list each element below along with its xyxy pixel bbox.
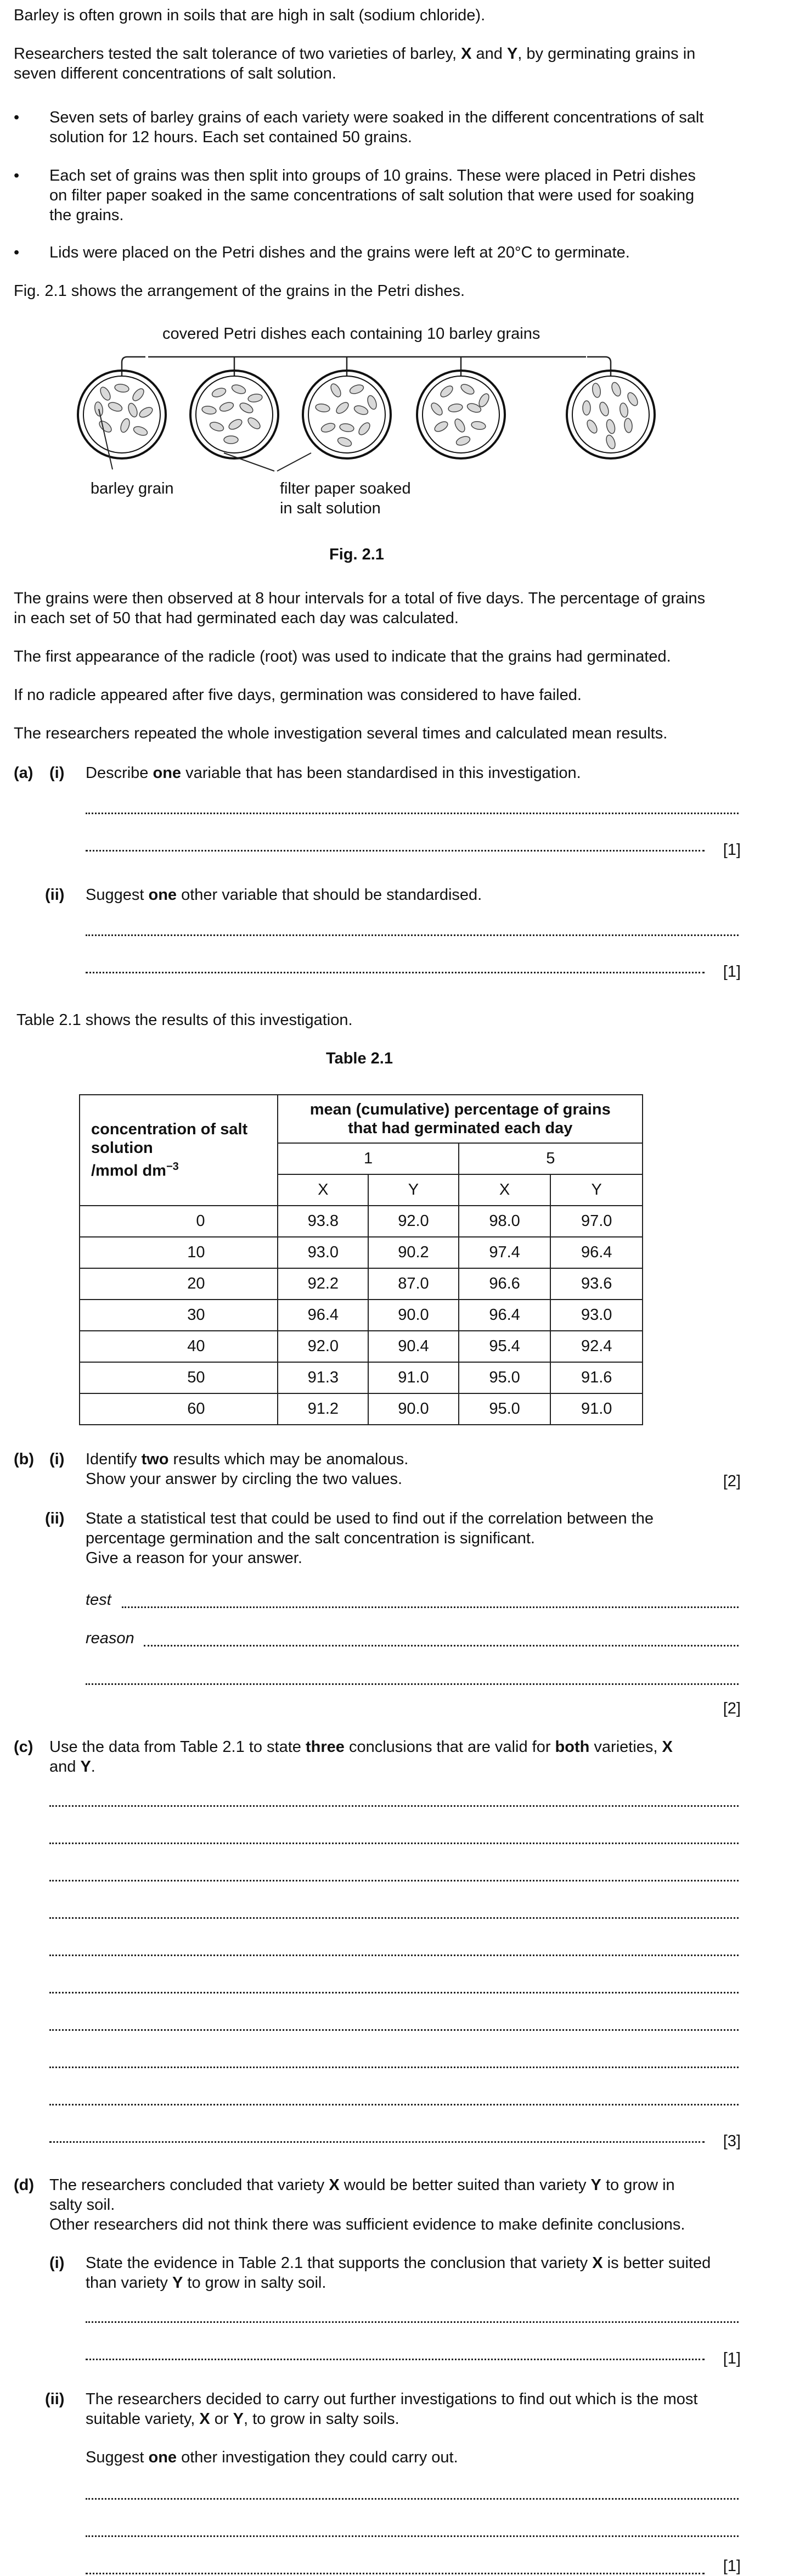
answer-line-a-i-2[interactable]	[86, 849, 705, 852]
table-cell-concentration: 40	[80, 1331, 278, 1362]
intro-paragraph-1: Barley is often grown in soils that are high in salt (sodium chloride).	[14, 7, 486, 24]
table-cell-value[interactable]: 98.0	[459, 1206, 551, 1237]
label-barley-grain: barley grain	[91, 480, 174, 497]
table-cell-value[interactable]: 90.0	[368, 1300, 459, 1331]
table-cell-value[interactable]: 90.0	[368, 1393, 459, 1425]
table-header-germination: mean (cumulative) percentage of grains that had germinated each day	[278, 1095, 643, 1143]
question-d-i-line-1: State the evidence in Table 2.1 that supports the conclusion that variety X is better suited	[86, 2254, 711, 2272]
question-d-ii-line-2: suitable variety, X or Y, to grow in salty soils.	[86, 2410, 399, 2428]
table-cell-value[interactable]: 92.0	[278, 1331, 368, 1362]
barley-grain	[224, 436, 238, 444]
table-cell-value[interactable]: 92.0	[368, 1206, 459, 1237]
question-b-i-line-2: Show your answer by circling the two values.	[86, 1470, 403, 1488]
question-a-ii-label: (ii)	[45, 886, 65, 904]
table-cell-value[interactable]: 96.4	[278, 1300, 368, 1331]
answer-line-c-4[interactable]	[49, 1916, 739, 1919]
mark-c: [3]	[723, 2132, 741, 2150]
table-cell-value[interactable]: 91.6	[550, 1362, 643, 1393]
table-row	[80, 1362, 643, 1393]
question-d-i-line-2: than variety Y to grow in salty soil.	[86, 2274, 326, 2292]
petri-dish	[78, 371, 166, 458]
question-c-line-1: Use the data from Table 2.1 to state three conclusions that are valid for both varieties, X	[49, 1738, 673, 1756]
question-b-label: (b)	[14, 1451, 35, 1468]
table-col-y-day-1: Y	[368, 1174, 459, 1206]
mark-b-ii: [2]	[723, 1700, 741, 1717]
mark-b-i: [2]	[723, 1472, 741, 1490]
question-d-label: (d)	[14, 2176, 35, 2194]
mark-d-i: [1]	[723, 2350, 741, 2367]
table-cell-value[interactable]: 91.3	[278, 1362, 368, 1393]
table-row	[80, 1237, 643, 1268]
table-cell-concentration: 30	[80, 1300, 278, 1331]
answer-line-c-8[interactable]	[49, 2065, 739, 2068]
bullet-3-marker: •	[14, 244, 20, 261]
answer-line-d-i-1[interactable]	[86, 2320, 739, 2323]
question-d-ii-line-3: Suggest one other investigation they could carry out.	[86, 2449, 458, 2466]
table-col-y-day-5: Y	[550, 1174, 643, 1206]
table-row	[80, 1393, 643, 1425]
results-table	[79, 1094, 643, 1425]
question-b-ii-line-3: Give a reason for your answer.	[86, 1549, 302, 1567]
question-d-ii-line-1: The researchers decided to carry out further investigations to find out which is the most	[86, 2390, 698, 2408]
answer-line-d-ii-3[interactable]	[86, 2572, 705, 2574]
bullet-3-line-1: Lids were placed on the Petri dishes and the grains were left at 20°C to germinate.	[49, 244, 630, 261]
table-cell-concentration: 60	[80, 1393, 278, 1425]
question-d-line-1: The researchers concluded that variety X would be better suited than variety Y to grow in	[49, 2176, 675, 2194]
table-cell-value[interactable]: 96.4	[550, 1237, 643, 1268]
mark-a-ii: [1]	[723, 963, 741, 981]
table-col-x-day-5: X	[459, 1174, 551, 1206]
question-a-label: (a)	[14, 764, 33, 782]
answer-line-c-9[interactable]	[49, 2103, 739, 2105]
bullet-1-line-2: solution for 12 hours. Each set contained 50 grains.	[49, 128, 412, 146]
table-row	[80, 1206, 643, 1237]
question-d-i-label: (i)	[49, 2254, 65, 2272]
answer-line-d-ii-2[interactable]	[86, 2534, 739, 2537]
table-header-day-1: 1	[278, 1143, 458, 1174]
answer-line-a-ii-1[interactable]	[86, 933, 739, 936]
method-paragraph-1-line-1: The grains were then observed at 8 hour intervals for a total of five days. The percentage of grains	[14, 590, 706, 607]
question-d-line-2: salty soil.	[49, 2196, 115, 2214]
answer-line-c-7[interactable]	[49, 2028, 739, 2031]
table-caption: Table 2.1	[326, 1050, 393, 1067]
table-col-x-day-1: X	[278, 1174, 368, 1206]
question-b-i-label: (i)	[49, 1451, 65, 1468]
question-c-label: (c)	[14, 1738, 33, 1756]
bullet-1-marker: •	[14, 109, 20, 126]
answer-line-c-2[interactable]	[49, 1841, 739, 1844]
table-row	[80, 1331, 643, 1362]
answer-line-a-i-1[interactable]	[86, 811, 739, 814]
table-cell-value[interactable]: 87.0	[368, 1268, 459, 1300]
figure-top-label: covered Petri dishes each containing 10 barley grains	[162, 325, 540, 343]
question-a-i-text: Describe one variable that has been standardised in this investigation.	[86, 764, 581, 782]
petri-dish	[417, 371, 505, 458]
barley-grain	[583, 401, 590, 415]
label-filter-paper-line-2: in salt solution	[280, 500, 381, 517]
question-b-i-line-1: Identify two results which may be anomalous.	[86, 1451, 409, 1468]
method-paragraph-3: If no radicle appeared after five days, germination was considered to have failed.	[14, 686, 582, 704]
table-cell-value[interactable]: 93.6	[550, 1268, 643, 1300]
question-d-ii-label: (ii)	[45, 2390, 65, 2408]
mark-a-i: [1]	[723, 841, 741, 859]
petri-dish	[303, 371, 391, 458]
table-cell-value[interactable]: 97.0	[550, 1206, 643, 1237]
label-reason: reason	[86, 1629, 134, 1647]
table-cell-concentration: 0	[80, 1206, 278, 1237]
table-cell-value[interactable]: 95.0	[459, 1362, 551, 1393]
question-b-ii-label: (ii)	[45, 1510, 65, 1527]
table-cell-concentration: 50	[80, 1362, 278, 1393]
bullet-1-line-1: Seven sets of barley grains of each variety were soaked in the different concentrations of salt	[49, 109, 704, 126]
table-row	[80, 1300, 643, 1331]
bullet-2-marker: •	[14, 167, 20, 184]
table-header-day-5: 5	[459, 1143, 643, 1174]
table-cell-value[interactable]: 91.0	[550, 1393, 643, 1425]
intro-paragraph-2-line-2: seven different concentrations of salt solution.	[14, 65, 336, 82]
table-cell-value[interactable]: 96.6	[459, 1268, 551, 1300]
intro-paragraph-2-line-1: Researchers tested the salt tolerance of two varieties of barley, X and Y, by germinating grains in	[14, 45, 696, 63]
mark-d-ii: [1]	[723, 2557, 741, 2575]
table-cell-value[interactable]: 91.2	[278, 1393, 368, 1425]
answer-line-c-5[interactable]	[49, 1953, 739, 1956]
table-cell-value[interactable]: 97.4	[459, 1237, 551, 1268]
petri-dish	[567, 371, 655, 458]
table-header-concentration: concentration of salt solution /mmol $dm^{-3}$	[80, 1095, 278, 1206]
bullet-2-line-3: the grains.	[49, 206, 124, 224]
figure-intro: Fig. 2.1 shows the arrangement of the grains in the Petri dishes.	[14, 282, 465, 300]
question-d-line-3: Other researchers did not think there was sufficient evidence to make definite conclusions.	[49, 2216, 685, 2233]
method-paragraph-4: The researchers repeated the whole investigation several times and calculated mean results.	[14, 725, 668, 742]
table-cell-value[interactable]: 95.4	[459, 1331, 551, 1362]
answer-line-test[interactable]	[122, 1605, 739, 1608]
table-cell-value[interactable]: 93.0	[278, 1237, 368, 1268]
table-cell-value[interactable]: 95.0	[459, 1393, 551, 1425]
table-cell-concentration: 10	[80, 1237, 278, 1268]
table-cell-value[interactable]: 96.4	[459, 1300, 551, 1331]
question-c-line-2: and Y.	[49, 1758, 95, 1776]
answer-line-reason-2[interactable]	[86, 1682, 739, 1685]
table-intro: Table 2.1 shows the results of this investigation.	[16, 1011, 353, 1029]
table-row	[80, 1268, 643, 1300]
method-paragraph-2: The first appearance of the radicle (root) was used to indicate that the grains had germinated.	[14, 648, 671, 665]
bullet-2-line-1: Each set of grains was then split into groups of 10 grains. These were placed in Petri dishes	[49, 167, 696, 184]
table-cell-value[interactable]: 90.2	[368, 1237, 459, 1268]
label-filter-paper-line-1: filter paper soaked	[280, 480, 411, 497]
figure-caption: Fig. 2.1	[329, 546, 384, 563]
table-cell-value[interactable]: 90.4	[368, 1331, 459, 1362]
table-cell-concentration: 20	[80, 1268, 278, 1300]
table-cell-value[interactable]: 92.4	[550, 1331, 643, 1362]
answer-line-reason-1[interactable]	[144, 1644, 739, 1647]
answer-line-a-ii-2[interactable]	[86, 971, 705, 973]
petri-dish	[190, 371, 278, 458]
answer-line-c-1[interactable]	[49, 1804, 739, 1807]
answer-line-c-6[interactable]	[49, 1991, 739, 1993]
question-a-i-label: (i)	[49, 764, 65, 782]
question-a-ii-text: Suggest one other variable that should be standardised.	[86, 886, 482, 904]
answer-line-d-i-2[interactable]	[86, 2357, 705, 2360]
answer-line-c-3[interactable]	[49, 1879, 739, 1881]
method-paragraph-1-line-2: in each set of 50 that had germinated each day was calculated.	[14, 609, 459, 627]
question-b-ii-line-1: State a statistical test that could be used to find out if the correlation between the	[86, 1510, 654, 1527]
question-b-ii-line-2: percentage germination and the salt concentration is significant.	[86, 1530, 535, 1547]
table-cell-value[interactable]: 93.0	[550, 1300, 643, 1331]
table-cell-value[interactable]: 91.0	[368, 1362, 459, 1393]
label-test: test	[86, 1591, 111, 1609]
answer-line-d-ii-1[interactable]	[86, 2497, 739, 2500]
table-cell-value[interactable]: 92.2	[278, 1268, 368, 1300]
table-cell-value[interactable]: 93.8	[278, 1206, 368, 1237]
bullet-2-line-2: on filter paper soaked in the same concentrations of salt solution that were used for soaking	[49, 187, 695, 204]
answer-line-c-10[interactable]	[49, 2140, 705, 2143]
bracket-line	[122, 357, 611, 376]
